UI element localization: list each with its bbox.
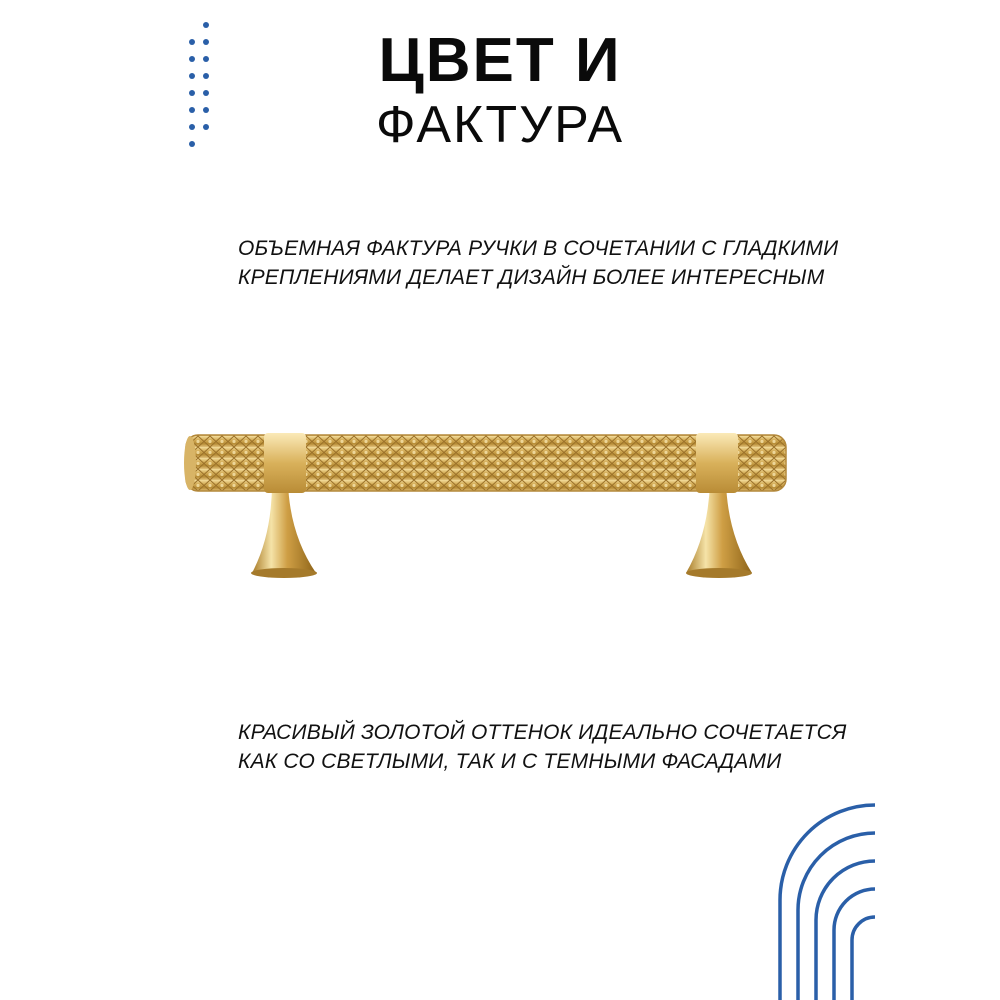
caption-top-line-1: ОБЪЕМНАЯ ФАКТУРА РУЧКИ В СОЧЕТАНИИ С ГЛАДКИМИ bbox=[238, 237, 839, 260]
page-title: ЦВЕТ И bbox=[378, 26, 622, 95]
page-subtitle: ФАКТУРА bbox=[375, 96, 625, 154]
caption-bottom bbox=[238, 718, 846, 776]
concentric-arches-icon bbox=[770, 790, 880, 1000]
title-block bbox=[0, 28, 1000, 154]
caption-top-line-2: КРЕПЛЕНИЯМИ ДЕЛАЕТ ДИЗАЙН БОЛЕЕ ИНТЕРЕСНЫМ bbox=[238, 266, 825, 289]
caption-bottom-line-2: КАК СО СВЕТЛЫМИ, ТАК И С ТЕМНЫМИ ФАСАДАМИ bbox=[238, 750, 782, 773]
gold-knurled-handle-image bbox=[180, 425, 820, 595]
caption-bottom-line-1: КРАСИВЫЙ ЗОЛОТОЙ ОТТЕНОК ИДЕАЛЬНО СОЧЕТАЕТСЯ bbox=[238, 721, 847, 744]
caption-top bbox=[238, 234, 838, 292]
